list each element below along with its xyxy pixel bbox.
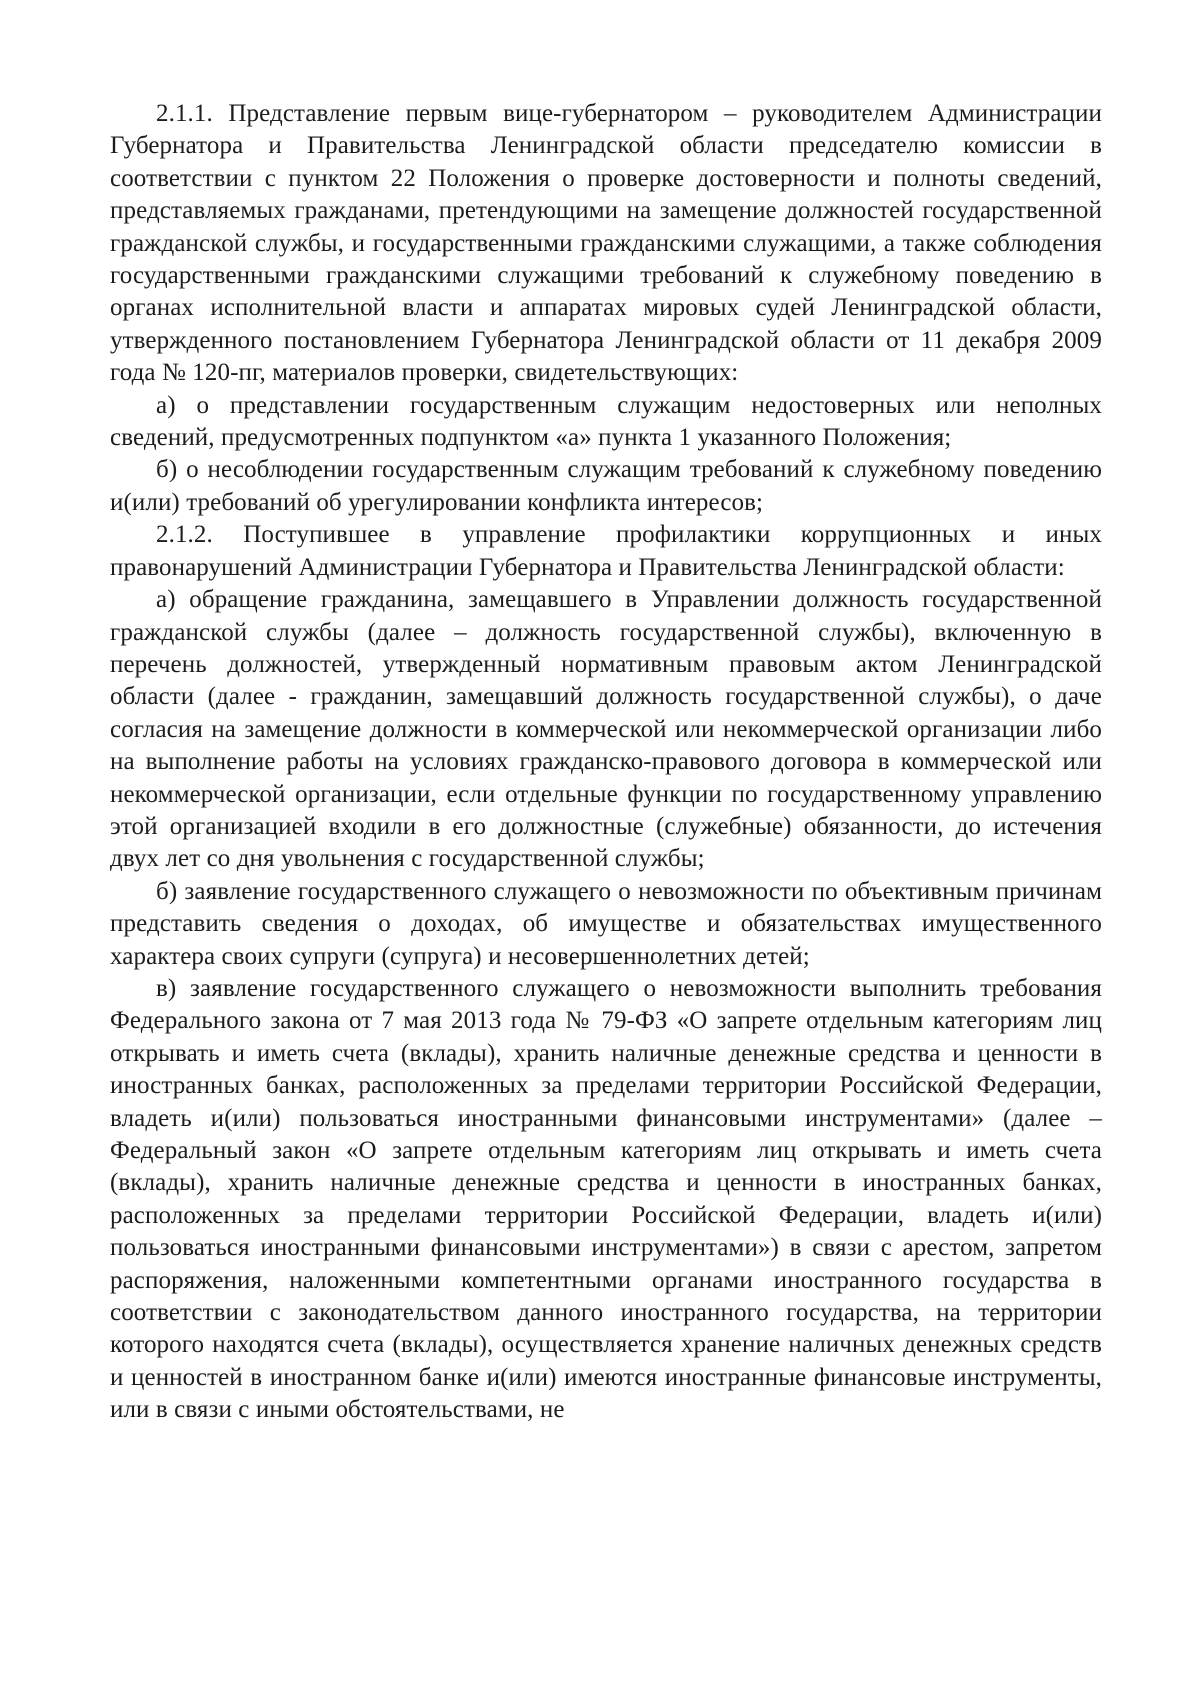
paragraph-2-1-1-b: б) о несоблюдении государственным служащим требований к служебному поведению и(или) требований об урегулировании конфликта интересов; xyxy=(110,456,1102,516)
paragraph-2-1-1: 2.1.1. Представление первым вице-губернатором – руководителем Администрации Губернатора и Правительства Ленинградской области председателю комиссии в соответствии с пунктом 22 Положения о проверке достоверности и полноты сведений, представляемых гражданами, претендующими на замещение должностей государственной гражданской службы, и государственными гражданскими служащими, а также соблюдения государственными гражданскими служащими требований к служебному поведению в органах исполнительной власти и аппаратах мировых судей Ленинградской области, утвержденного постановлением Губернатора Ленинградской области от 11 декабря 2009 года № 120-пг, материалов проверки, свидетельствующих: xyxy=(110,100,1102,387)
paragraph-2-1-2-a: а) обращение гражданина, замещавшего в Управлении должность государственной гражданской службы (далее – должность государственной службы), включенную в перечень должностей, утвержденный нормативным правовым актом Ленинградской области (далее - гражданин, замещавший должность государственной службы), о даче согласия на замещение должности в коммерческой или некоммерческой организации либо на выполнение работы на условиях гражданско-правового договора в коммерческой или некоммерческой организации, если отдельные функции по государственному управлению этой организацией входили в его должностные (служебные) обязанности, до истечения двух лет со дня увольнения с государственной службы; xyxy=(110,586,1102,873)
paragraph-2-1-2-b: б) заявление государственного служащего о невозможности по объективным причинам представить сведения о доходах, об имуществе и обязательствах имущественного характера своих супруги (супруга) и несовершеннолетних детей; xyxy=(110,877,1102,970)
paragraph-2-1-1-a: а) о представлении государственным служащим недостоверных или неполных сведений, предусмотренных подпунктом «а» пункта 1 указанного Положения; xyxy=(110,391,1102,452)
paragraph-2-1-2-v: в) заявление государственного служащего о невозможности выполнить требования Федерального закона от 7 мая 2013 года № 79-ФЗ «О запрете отдельным категориям лиц открывать и иметь счета (вклады), хранить наличные денежные средства и ценности в иностранных банках, расположенных за пределами территории Российской Федерации, владеть и(или) пользоваться иностранными финансовыми инструментами» (далее – Федеральный закон «О запрете отдельным категориям лиц открывать и иметь счета (вклады), хранить наличные денежные средства и ценности в иностранных банках, расположенных за пределами территории Российской Федерации, владеть и(или) пользоваться иностранными финансовыми инструментами») в связи с арестом, запретом распоряжения, наложенными компетентными органами иностранного государства в соответствии с законодательством данного иностранного государства, на территории которого находятся счета (вклады), осуществляется хранение наличных денежных средств и ценностей в иностранном банке и(или) имеются иностранные финансовые инструменты, или в связи с иными обстоятельствами, не xyxy=(110,974,1102,1424)
document-body xyxy=(110,98,1102,1427)
paragraph-2-1-2: 2.1.2. Поступившее в управление профилактики коррупционных и иных правонарушений Администрации Губернатора и Правительства Ленинградской области: xyxy=(110,521,1102,581)
